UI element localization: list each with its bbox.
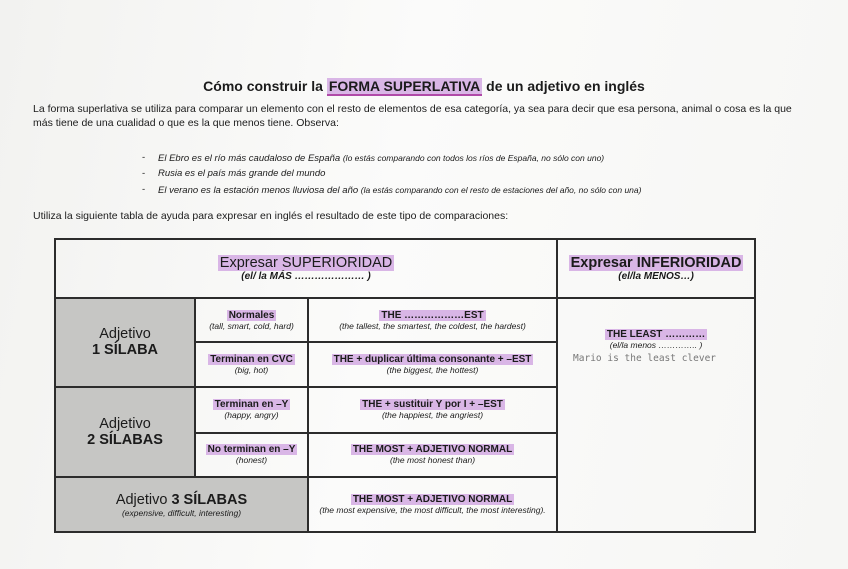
not-ending-y-label: No terminan en –Y <box>207 444 296 456</box>
superiority-header <box>55 239 557 298</box>
normales-label: Normales <box>228 309 275 321</box>
one-syllable-label-line1: Adjetivo <box>99 326 151 343</box>
title-text-after: de un adjetivo en inglés <box>482 78 645 94</box>
not-ending-y-examples: (honest) <box>235 455 268 466</box>
not-ending-y-cell <box>195 433 308 478</box>
inferiority-subtitle: (el/la MENOS…) <box>618 270 694 282</box>
example-note: (lo estás comparando con todos los ríos de España, no sólo con uno) <box>342 153 605 163</box>
normales-examples: (tall, smart, cold, hard) <box>209 320 294 331</box>
superlative-table <box>54 238 756 533</box>
example-text: El Ebro es el río más caudaloso de España <box>158 153 341 164</box>
two-syllable-label-line1: Adjetivo <box>99 416 151 433</box>
not-ending-y-rule-examples: (the most honest than) <box>389 455 476 466</box>
example-item <box>142 166 641 182</box>
title-highlight: FORMA SUPERLATIVA <box>328 78 481 94</box>
not-ending-y-rule-text: THE MOST + ADJETIVO NORMAL <box>352 444 513 456</box>
ending-y-rule <box>308 387 557 433</box>
normales-rule <box>308 298 557 343</box>
normales-cell <box>195 298 308 343</box>
three-syllable-label-a: Adjetivo <box>115 491 168 508</box>
example-text: El verano es la estación menos lluviosa del año <box>158 185 359 196</box>
inferiority-header <box>557 239 755 298</box>
superiority-title: Expresar SUPERIORIDAD <box>219 254 393 271</box>
ending-y-rule-text: THE + sustituir Y por I + –EST <box>362 399 503 411</box>
example-text: Rusia es el país más grande del mundo <box>158 168 326 179</box>
one-syllable-label <box>55 298 195 387</box>
three-syllable-rule <box>308 477 557 532</box>
cvc-examples: (big, hot) <box>234 365 269 376</box>
intro-paragraph: La forma superlativa se utiliza para comparar un elemento con el resto de elementos de esa categoría, ya sea para decir que esa persona, animal o cosa es la que más tiene de una cualidad o que es la que menos tiene. Observa: <box>33 103 792 129</box>
cvc-rule-examples: (the biggest, the hottest) <box>386 365 479 376</box>
three-syllable-examples: (expensive, difficult, interesting) <box>121 507 242 518</box>
normales-rule-examples: (the tallest, the smartest, the coldest, the hardest) <box>339 320 526 331</box>
example-item <box>142 182 641 198</box>
page-title <box>0 78 848 94</box>
examples-list <box>142 150 641 198</box>
three-syllable-label-b: 3 SÍLABAS <box>171 491 248 508</box>
title-text-before: Cómo construir la <box>203 78 327 94</box>
example-note: (la estás comparando con el resto de estaciones del año, no sólo con una) <box>360 185 642 195</box>
ending-y-examples: (happy, angry) <box>224 410 279 421</box>
handwritten-example: Mario is the least clever <box>573 352 717 364</box>
inferiority-rule: THE LEAST ………… <box>606 328 706 340</box>
three-syllable-label <box>55 477 308 532</box>
two-syllable-label <box>55 387 195 477</box>
inferiority-cell <box>557 298 755 532</box>
table-instruction: Utiliza la siguiente tabla de ayuda para expresar en inglés el resultado de este tipo de comparaciones: <box>33 210 509 222</box>
ending-y-label: Terminan en –Y <box>214 399 289 411</box>
ending-y-rule-examples: (the happiest, the angriest) <box>381 410 484 421</box>
inferiority-rule-sub: (el/la menos ………….. ) <box>609 339 703 350</box>
cvc-cell <box>195 342 308 387</box>
example-item <box>142 150 641 166</box>
three-syllable-rule-text: THE MOST + ADJETIVO NORMAL <box>352 494 513 506</box>
two-syllable-label-line2: 2 SÍLABAS <box>87 432 163 449</box>
not-ending-y-rule <box>308 433 557 478</box>
cvc-rule-text: THE + duplicar última consonante + –EST <box>333 354 532 366</box>
inferiority-title: Expresar INFERIORIDAD <box>570 254 742 271</box>
ending-y-cell <box>195 387 308 433</box>
one-syllable-label-line2: 1 SÍLABA <box>91 342 159 359</box>
cvc-rule <box>308 342 557 387</box>
superiority-subtitle: (el/ la MÁS ………………… ) <box>241 270 371 282</box>
three-syllable-rule-examples: (the most expensive, the most difficult, the most interesting). <box>319 505 546 516</box>
cvc-label: Terminan en CVC <box>210 354 293 366</box>
normales-rule-text: THE ………………EST <box>381 309 484 321</box>
